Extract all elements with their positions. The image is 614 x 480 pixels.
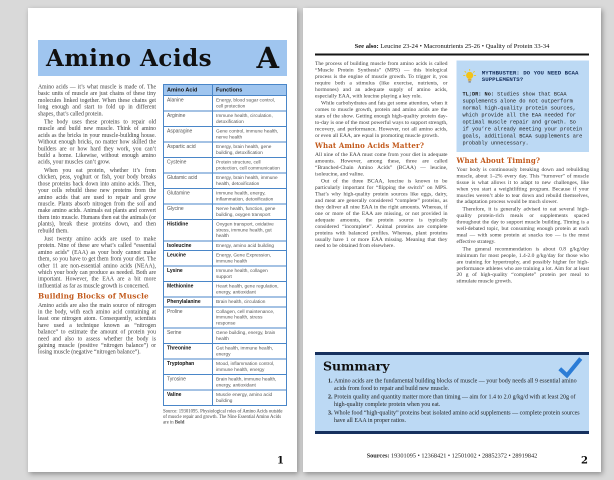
section-heading: Building Blocks of Muscle xyxy=(38,292,149,301)
matter-heading: What Amino Acids Matter? xyxy=(315,141,425,150)
table-row xyxy=(164,127,287,143)
right-left-column xyxy=(315,61,448,339)
amino-acid-table xyxy=(163,84,287,406)
table-row xyxy=(164,220,287,241)
amino-acid-functions: Collagen, cell maintenance, immune health, stress response xyxy=(213,307,287,328)
table-row xyxy=(164,390,287,406)
see-also-label: See also: xyxy=(354,42,379,50)
timing-heading: What About Timing? xyxy=(456,157,541,165)
body-text-column xyxy=(38,84,156,452)
table-row xyxy=(164,344,287,360)
summary-item: 1. Amino acids are the fundamental building blocks of muscle — your body needs all 9 essential amino acids from food to repair and build new muscle. xyxy=(334,377,581,392)
amino-acid-name: Phenylalanine xyxy=(164,297,213,307)
amino-acid-name: Tyrosine xyxy=(164,375,213,391)
amino-acid-name: Methionine xyxy=(164,282,213,298)
table-row xyxy=(164,307,287,328)
table-row xyxy=(164,266,287,282)
table-header-functions: Functions xyxy=(213,85,287,96)
amino-acid-functions: Nerve health, function, gene building, oxygen transport xyxy=(213,204,287,220)
amino-acid-functions: Energy, brain health, gene building, detoxification xyxy=(213,142,287,158)
paragraph: The general recommendation is about 0.8 g/kg/day minimum for most people, 1.4-2.0 g/kg/day for those who are training for hypertrophy, and possibly higher for high-performance athletes who are training a lot. Aim for at least 20 g of high-quality “complete” protein per meal to stimulate muscle growth. xyxy=(456,245,589,285)
checkmark-icon xyxy=(557,356,583,379)
intro-paragraphs xyxy=(38,84,156,290)
sources-values: 19301095 • 12368421 • 12501002 • 28852372 • 28919842 xyxy=(391,452,538,459)
paragraph: Your body is continuously breaking down and rebuilding muscle, about 1–2% every day. This “turnover” of muscle tissue is what allows it to adapt to new challenges, like when you start a weightlifting program. Because if your muscles weren’t able to tear down and rebuild themselves, the adaptation process would be much slower. xyxy=(456,166,589,205)
table-row xyxy=(164,241,287,251)
amino-acid-functions: Mood, inflammation control, immune health, energy xyxy=(213,359,287,375)
table-row xyxy=(164,111,287,127)
right-page-columns xyxy=(315,61,589,339)
amino-acid-functions: Muscle energy, amino acid building xyxy=(213,390,287,406)
amino-acid-name: Alanine xyxy=(164,96,213,112)
page-2 xyxy=(303,8,601,472)
table-row xyxy=(164,251,287,267)
sources-line xyxy=(303,452,601,460)
amino-acid-name: Isoleucine xyxy=(164,241,213,251)
page-number-2: 2 xyxy=(581,454,588,466)
amino-acid-name: Lysine xyxy=(164,266,213,282)
paragraph: Out of the three BCAA, leucine is known to be particularly important for “flipping the switch” on MPS. That’s why high-quality protein sources like eggs, dairy, and meat are generally considered “complete” proteins, as they deliver all nine EAA in the right amounts. Whereas, if one or more of the EAA are missing, or not provided in adequate amounts, the protein source is typically considered “incomplete”. Animal proteins are complete proteins with balanced profiles. Whereas, plant proteins usually have 1 or more EAA missing. Meaning that they need to be obtained from elsewhere. xyxy=(315,178,448,249)
mythbuster-header xyxy=(463,66,584,88)
paragraph: The process of building muscle from amino acids is called “Muscle Protein Synthesis” (MPS) — this biological process is the engine of muscle growth. To trigger it, you require both a stimulus (like exercise, nutrients, or hormones) and an adequate supply of amino acids, especially EAA, with leucine playing a key role. xyxy=(315,60,448,99)
amino-acid-functions: Immune health, circulation, detoxification xyxy=(213,111,287,127)
amino-acid-functions: Brain health, circulation xyxy=(213,297,287,307)
amino-acid-functions: Energy, blood sugar control, cell protection xyxy=(213,96,287,112)
summary-box xyxy=(315,352,589,434)
matter-paragraphs xyxy=(315,151,448,249)
table-row xyxy=(164,142,287,158)
mythbuster-body xyxy=(463,91,584,147)
amino-acid-name: Glycine xyxy=(164,204,213,220)
amino-acid-name: Tryptophan xyxy=(164,359,213,375)
table-caption-bold: Bold xyxy=(174,420,185,425)
table-row xyxy=(164,282,287,298)
paragraph: Amino acids — it’s what muscle is made of. The basic units of muscle are just chains of these tiny molecules linked together. When these chains get long enough and start to fold up in different shapes, that’s called protein. xyxy=(38,84,156,117)
paragraph: While carbohydrates and fats get some attention, when it comes to muscle growth, protein and amino acids are the stars of the show. Getting enough high-quality protein day-to-day is one of the most powerful ways to support strength, recovery, and performance. However, not all amino acids, or even all EAA, are equal in promoting muscle growth. xyxy=(315,100,448,139)
amino-acid-name: Glutamic acid xyxy=(164,173,213,189)
page-number-1: 1 xyxy=(277,454,284,466)
amino-acid-name: Proline xyxy=(164,307,213,328)
table-caption xyxy=(163,409,287,426)
table-row xyxy=(164,375,287,391)
amino-acid-functions: Oxygen transport, oxidative stress, immune health, gut health xyxy=(213,220,287,241)
mythbuster-text: Studies show that BCAA supplements alone do not outperform normal high-quality protein sources, which provide all the EAA needed for optimal muscle repair and growth. So if you’re already meeting your protein goals, additional BCAA supplements are probably unnecessary. xyxy=(462,91,583,147)
right-right-column xyxy=(457,61,590,339)
amino-acid-functions: Immune health, energy, inflammation, detoxification xyxy=(213,189,287,205)
amino-acid-name: Threonine xyxy=(164,344,213,360)
summary-item: 3. Whole food “high-quality” proteins beat isolated amino acid supplements — complete protein sources have all EAA in proper ratios. xyxy=(334,409,581,424)
paragraph: Therefore, it is generally advised to eat several high-quality protein-rich meals or supplements spaced throughout the day to support muscle building. Timing is a well-debated topic, but consuming enough protein at each meal — with some protein at snacks too — is the most effective strategy. xyxy=(456,206,589,245)
table-row xyxy=(164,297,287,307)
amino-table-body xyxy=(164,96,287,406)
title-bar xyxy=(38,40,287,76)
amino-acid-functions: Energy, Gene Expression, immune health xyxy=(213,251,287,267)
amino-acid-name: Cysteine xyxy=(164,158,213,174)
amino-acid-functions: Gene building, energy, brain health xyxy=(213,328,287,344)
amino-acid-functions: Gut health, immune health, energy xyxy=(213,344,287,360)
amino-acid-name: Leucine xyxy=(164,251,213,267)
left-page-columns xyxy=(38,84,287,452)
section-letter: A xyxy=(256,41,279,75)
paragraph: All nine of the EAA must come from your diet in adequate amounts. However, among these, three are called “Branched-Chain Amino Acids” (BCAA) — leucine, isoleucine, and valine. xyxy=(315,151,448,177)
table-row xyxy=(164,359,287,375)
mythbuster-title: MYTHBUSTER: DO YOU NEED BCAA SUPPLEMENTS? xyxy=(481,69,579,83)
lightbulb-icon xyxy=(463,66,477,88)
table-row xyxy=(164,173,287,189)
summary-list xyxy=(323,377,581,424)
amino-acid-functions: Heart health, gene regulation, energy, antioxidant xyxy=(213,282,287,298)
summary-item: 2. Protein quality and quantity matter more than timing — aim for 1.4 to 2.0 g/kg/d with at least 20g of high-quality complete protein when you eat. xyxy=(334,393,581,408)
amino-acid-name: Asparagine xyxy=(164,127,213,143)
table-row xyxy=(164,189,287,205)
amino-table-column xyxy=(163,84,287,452)
amino-acid-functions: Protein structure, cell protection, cell communication xyxy=(213,158,287,174)
amino-acid-name: Histidine xyxy=(164,220,213,241)
amino-acid-functions: Energy, amino acid building xyxy=(213,241,287,251)
amino-acid-functions: Brain health, immune health, energy, antioxidant xyxy=(213,375,287,391)
amino-acid-name: Glutamine xyxy=(164,189,213,205)
paragraph: Amino acids are also the main source of nitrogen in the body, with each amino acid containing at least one nitrogen atom. Consequently, scientists have used a technique known as “nitrogen balance” to estimate the amount of protein you need and also to assess whether the body is gaining muscle (positive “nitrogen balance”) or losing muscle (negative “nitrogen balance”). xyxy=(38,302,156,356)
amino-acid-name: Valine xyxy=(164,390,213,406)
table-caption-text: Source: 19301095. Physiological roles of Amino Acids outside of muscle repair and growth. The Nine Essential Amino Acids are in xyxy=(163,409,283,425)
amino-acid-name: Arginine xyxy=(164,111,213,127)
table-row xyxy=(164,328,287,344)
page-title: Amino Acids xyxy=(46,44,213,72)
summary-title: Summary xyxy=(323,359,390,374)
mps-paragraphs xyxy=(315,61,448,139)
timing-paragraphs xyxy=(457,166,590,284)
section-paragraphs xyxy=(38,302,156,356)
table-row xyxy=(164,96,287,112)
table-row xyxy=(164,158,287,174)
amino-acid-functions: Gene control, immune health, nerve health xyxy=(213,127,287,143)
table-header-row xyxy=(164,85,287,96)
tldr-label: TL;DR: No: xyxy=(462,91,495,98)
paragraph: When you eat protein, whether it’s from chicken, peas, yoghurt or fish, your body breaks those proteins back down into amino acids. Then, your cells rebuild these new proteins from the amino acids that are used to repair and grow muscle. Plants absorb nitrogen from the soil and make amino acids. Animals eat plants and convert them into muscle. Humans then eat the animals (or plants), break these proteins down, and then rebuild them. xyxy=(38,167,156,234)
table-header-amino-acid: Amino Acid xyxy=(164,85,213,96)
paragraph: The body uses these proteins to repair old muscle and build new muscle. Think of amino acids as the bricks in your muscle-building house. Without enough bricks, no matter how skilled the builders are or how hard they work, you can’t build a home. Likewise, without enough amino acids, your muscles can’t grow. xyxy=(38,119,156,166)
see-also-items: Leucine 23-24 • Macronutrients 25-26 • Quality of Protein 33-34 xyxy=(380,42,550,50)
table-row xyxy=(164,204,287,220)
paragraph: Just twenty amino acids are used to make protein. Nine of these are what’s called “essential amino acids” (EAA) as your body cannot make them, so you have to get them from your diet. The other 11 are non-essential amino acids (NEAA), which your body can produce as needed. Both are important. However, the EAA are a bit more influential as far as muscle growth is concerned. xyxy=(38,235,156,289)
page-1 xyxy=(28,8,297,472)
amino-acid-name: Aspartic acid xyxy=(164,142,213,158)
amino-acid-functions: Immune health, collagen support xyxy=(213,266,287,282)
amino-acid-functions: Energy, brain health, immune health, detoxification xyxy=(213,173,287,189)
mythbuster-box xyxy=(457,61,590,153)
amino-acid-name: Serine xyxy=(164,328,213,344)
see-also-bar xyxy=(315,42,589,56)
sources-label: Sources: xyxy=(366,452,390,459)
